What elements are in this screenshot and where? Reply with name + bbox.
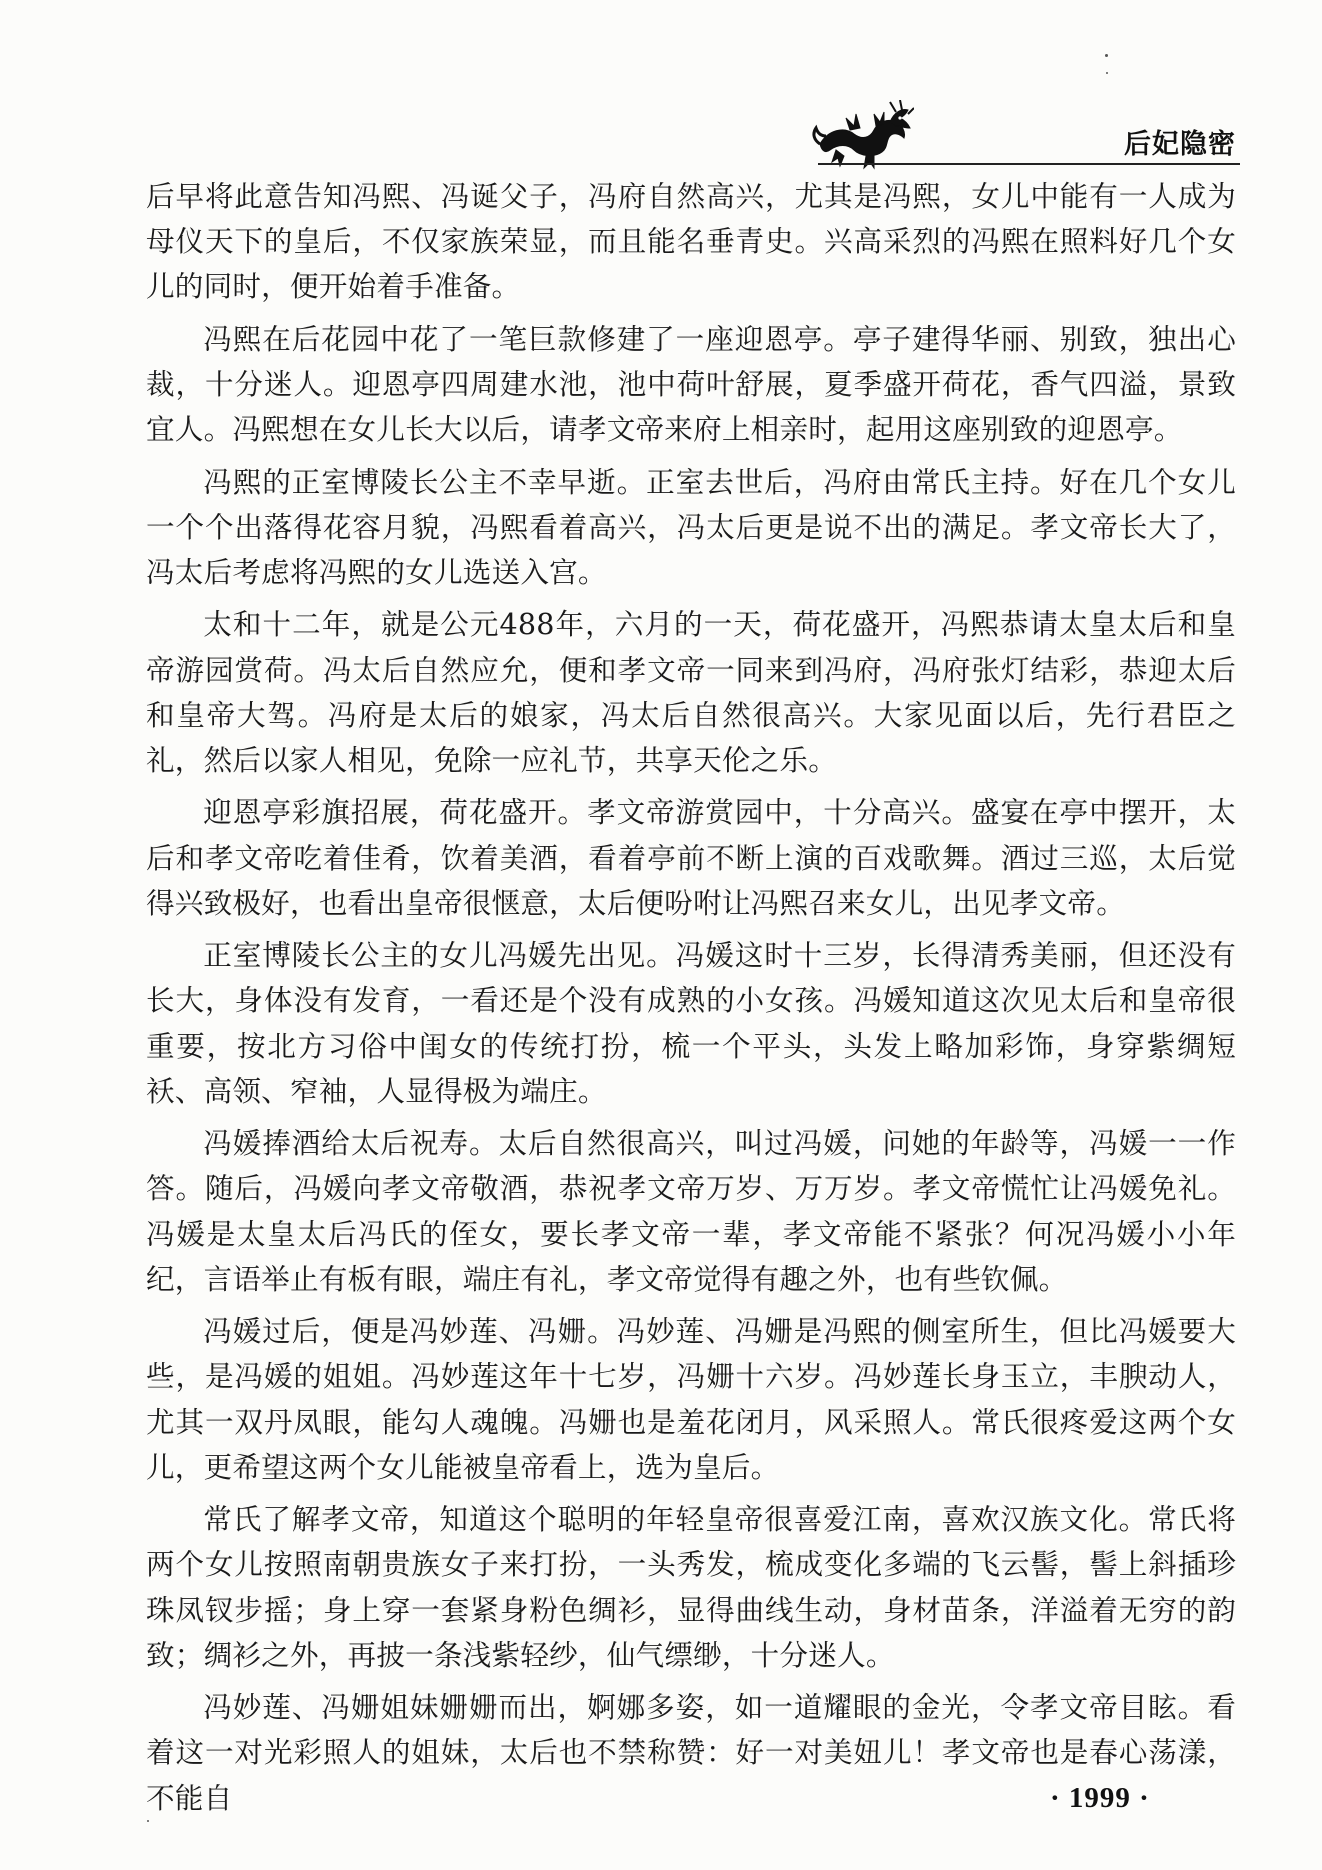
scan-speck [147,1820,149,1822]
paragraph: 冯媛过后，便是冯妙莲、冯姗。冯妙莲、冯姗是冯熙的侧室所生，但比冯媛要大些，是冯媛的姐姐。冯妙莲这年十七岁，冯姗十六岁。冯妙莲长身玉立，丰腴动人，尤其一双丹凤眼，能勾人魂魄。冯姗也是羞花闭月，风采照人。常氏很疼爱这两个女儿，更希望这两个女儿能被皇帝看上，选为皇后。 [146,1314,1236,1484]
dragon-icon [810,100,914,170]
page-number-bullet-right: · [1139,1782,1150,1814]
scan-speck [1106,72,1108,74]
paragraph: 常氏了解孝文帝，知道这个聪明的年轻皇帝很喜爱江南，喜欢汉族文化。常氏将两个女儿按照南朝贵族女子来打扮，一头秀发，梳成变化多端的飞云髻，髻上斜插珍珠凤钗步摇；身上穿一套紧身粉色绸衫，显得曲线生动，身材苗条，洋溢着无穷的韵致；绸衫之外，再披一条浅紫轻纱，仙气缥缈，十分迷人。 [146,1502,1236,1672]
paragraph: 冯媛捧酒给太后祝寿。太后自然很高兴，叫过冯媛，问她的年龄等，冯媛一一作答。随后，冯媛向孝文帝敬酒，恭祝孝文帝万岁、万万岁。孝文帝慌忙让冯媛免礼。冯媛是太皇太后冯氏的侄女，要长孝文帝一辈，孝文帝能不紧张？何况冯媛小小年纪，言语举止有板有眼，端庄有礼，孝文帝觉得有趣之外，也有些钦佩。 [146,1126,1236,1296]
running-header [810,100,1240,170]
page-number [1050,1782,1150,1815]
paragraph: 冯熙的正室博陵长公主不幸早逝。正室去世后，冯府由常氏主持。好在几个女儿一个个出落得花容月貌，冯熙看着高兴，冯太后更是说不出的满足。孝文帝长大了，冯太后考虑将冯熙的女儿选送入宫。 [146,464,1236,589]
header-title: 后妃隐密 [1124,129,1236,160]
scan-speck [1105,54,1108,57]
page-number-value: 1999 [1068,1782,1131,1814]
paragraph: 迎恩亭彩旗招展，荷花盛开。孝文帝游赏园中，十分高兴。盛宴在亭中摆开，太后和孝文帝吃着佳肴，饮着美酒，看着亭前不断上演的百戏歌舞。酒过三巡，太后觉得兴致极好，也看出皇帝很惬意，太后便吩咐让冯熙召来女儿，出见孝文帝。 [146,795,1236,920]
paragraph: 冯熙在后花园中花了一笔巨款修建了一座迎恩亭。亭子建得华丽、别致，独出心裁，十分迷人。迎恩亭四周建水池，池中荷叶舒展，夏季盛开荷花，香气四溢，景致宜人。冯熙想在女儿长大以后，请孝文帝来府上相亲时，起用这座别致的迎恩亭。 [146,321,1236,447]
paragraph: 太和十二年，就是公元488年，六月的一天，荷花盛开，冯熙恭请太皇太后和皇帝游园赏荷。冯太后自然应允，便和孝文帝一同来到冯府，冯府张灯结彩，恭迎太后和皇帝大驾。冯府是太后的娘家，冯太后自然很高兴。大家见面以后，先行君臣之礼，然后以家人相见，免除一应礼节，共享天伦之乐。 [146,607,1236,777]
body-text [146,174,1236,1821]
paragraph: 冯妙莲、冯姗姐妹姗姗而出，婀娜多姿，如一道耀眼的金光，令孝文帝目眩。看着这一对光彩照人的姐妹，太后也不禁称赞：好一对美妞儿！孝文帝也是春心荡漾，不能自 [146,1690,1236,1815]
header-rule [818,163,1240,165]
paragraph: 正室博陵长公主的女儿冯媛先出见。冯媛这时十三岁，长得清秀美丽，但还没有长大，身体没有发育，一看还是个没有成熟的小女孩。冯媛知道这次见太后和皇帝很重要，按北方习俗中闺女的传统打扮，梳一个平头，头发上略加彩饰，身穿紫绸短袄、高领、窄袖，人显得极为端庄。 [146,938,1236,1108]
paragraph: 后早将此意告知冯熙、冯诞父子，冯府自然高兴，尤其是冯熙，女儿中能有一人成为母仪天下的皇后，不仅家族荣显，而且能名垂青史。兴高采烈的冯熙在照料好几个女儿的同时，便开始着手准备。 [146,179,1236,304]
page-number-bullet-left: · [1050,1782,1061,1814]
